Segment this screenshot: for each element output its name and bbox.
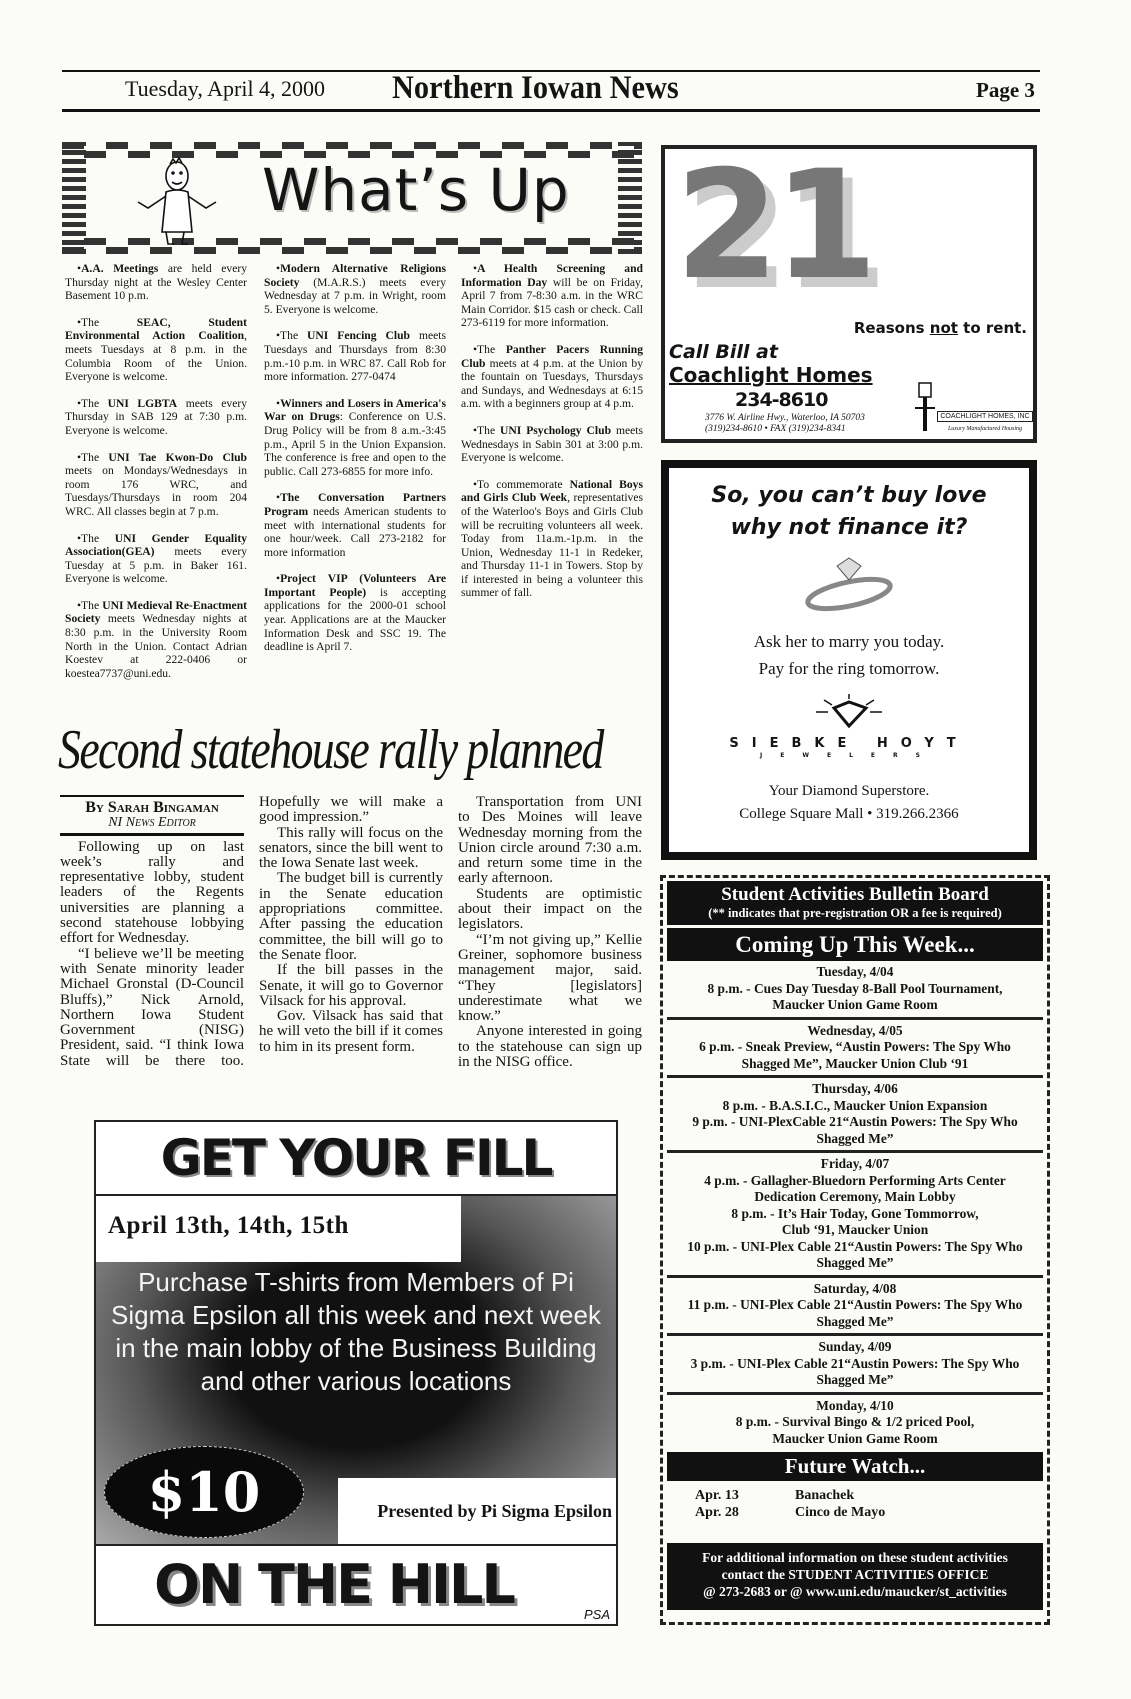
events-list bbox=[667, 961, 1043, 1450]
listing-prefix: •The bbox=[77, 450, 109, 464]
ad-price: $10 bbox=[104, 1446, 304, 1538]
listing-item bbox=[461, 424, 643, 465]
tshirt-ad bbox=[94, 1120, 618, 1626]
contact-line: contact the STUDENT ACTIVITIES OFFICE bbox=[721, 1567, 989, 1582]
future-event: Cinco de Mayo bbox=[795, 1505, 886, 1520]
article-paragraph: The budget bill is currently in the Senate education appropriations committee. After passing the education committee, the bill will go to the Senate floor. bbox=[259, 870, 443, 963]
coachlight-homes-ad bbox=[661, 145, 1037, 443]
ad-sponsor: Presented by Pi Sigma Epsilon bbox=[338, 1478, 616, 1544]
ad-big-number: 21 bbox=[675, 145, 872, 313]
listing-details: meets Wednesday nights at 8:30 p.m. in the University Room North in the Union. Contact Adrian Koestev at 222-0406 or koestea7737@uni.edu. bbox=[65, 612, 247, 680]
future-date: Apr. 28 bbox=[695, 1505, 739, 1520]
tagline-part: Reasons bbox=[853, 319, 930, 337]
listing-item bbox=[264, 491, 446, 559]
listing-details: meets at 4 p.m. at the Union by the fountain on Tuesdays, Thursdays and Sundays, and Wednesdays at 6:15 a.m. with a beginners group at 4 p.m. bbox=[461, 356, 643, 411]
listing-name: UNI Tae Kwon-Do Club bbox=[108, 450, 247, 464]
tagline-emphasis: not bbox=[929, 319, 958, 337]
event-line: 10 p.m. - UNI-Plex Cable 21“Austin Powers: The Spy Who bbox=[687, 1238, 1023, 1254]
coming-up-heading: Coming Up This Week... bbox=[667, 928, 1043, 961]
ad-logo: COACHLIGHT HOMES, INC bbox=[937, 411, 1033, 422]
brand-sub: JEWELERS bbox=[760, 752, 938, 759]
listing-details: meets Wednesdays in Sabin 301 at 3:00 p.m. Everyone is welcome. bbox=[461, 423, 643, 465]
listing-name: A Health Screening and Information Day bbox=[461, 262, 643, 289]
contact-line: For additional information on these student activities bbox=[702, 1550, 1008, 1565]
future-item bbox=[667, 1487, 1043, 1504]
ad-footer-text: ON THE HILL bbox=[154, 1553, 514, 1616]
listing-item bbox=[461, 343, 643, 411]
event-day bbox=[667, 1395, 1043, 1451]
event-line: Shagged Me”, Maucker Union Club ‘91 bbox=[741, 1055, 969, 1071]
listing-item bbox=[65, 316, 247, 384]
listing-name: Winners and Losers in America's War on Drugs bbox=[264, 396, 446, 424]
event-line: 6 p.m. - Sneak Preview, “Austin Powers: The Spy Who bbox=[699, 1039, 1011, 1054]
event-line: 3 p.m. - UNI-Plex Cable 21“Austin Powers: The Spy Who bbox=[690, 1355, 1020, 1371]
article-paragraph: Gov. Vilsack has said that he will veto the bill if it comes to him in its present form. bbox=[259, 1008, 443, 1055]
listing-details: will be on Friday, April 7 from 7-8:30 a.m. in the WRC Main Corridor. $15 cash or check. Call 273-6119 for more information. bbox=[461, 275, 643, 330]
byline bbox=[60, 795, 244, 836]
whats-up-column-3 bbox=[461, 262, 643, 600]
article-paragraph: “I believe we’ll be meeting with Senate minority leader Michael Gronstal (D-Council Bluffs),” Nick Arnold, Northern Iowa Student Government (NISG) President, said. “I think Iowa State will be there too. Hopefully we will make a good impression.” bbox=[60, 794, 443, 1069]
listing-details: is accepting applications for the 2000-01 school year. Applications are at the Maucker Information Desk and SSC 19. The deadline is April 7. bbox=[264, 585, 446, 654]
listing-item bbox=[65, 262, 247, 303]
header-rule-bottom bbox=[62, 109, 1040, 112]
event-line: Shagged Me” bbox=[816, 1313, 894, 1329]
whats-up-column-1 bbox=[65, 262, 247, 680]
event-line: Dedication Ceremony, Main Lobby bbox=[754, 1189, 956, 1204]
byline-author: By Sarah Bingaman bbox=[85, 799, 219, 816]
listing-item bbox=[461, 478, 643, 600]
phone-line: (319)234-8610 • FAX (319)234-8341 bbox=[705, 424, 846, 434]
ad-tagline bbox=[854, 319, 1027, 337]
address-line: 3776 W. Airline Hwy., Waterloo, IA 50703 bbox=[705, 413, 865, 423]
listing-details: , meets Tuesdays at 8 p.m. in the Columbia Room of the Union. Everyone is welcome. bbox=[65, 329, 247, 384]
listing-prefix: • bbox=[276, 491, 281, 505]
article-paragraph: Transportation from UNI to Des Moines will leave Wednesday morning from the Union circle around 7:30 a.m. and return some time in the early afternoon. bbox=[458, 794, 642, 887]
future-watch-heading: Future Watch... bbox=[667, 1452, 1043, 1481]
listing-prefix: • bbox=[77, 262, 82, 275]
listing-prefix: •The bbox=[473, 342, 506, 356]
article-paragraph: If the bill passes in the Senate, it will go to Governor Vilsack for his approval. bbox=[259, 962, 443, 1009]
future-event: Banachek bbox=[795, 1488, 855, 1503]
listing-prefix: • bbox=[473, 262, 478, 275]
listing-name: National Boys and Girls Club Week bbox=[461, 477, 643, 505]
event-day-label: Monday, 4/10 bbox=[816, 1397, 894, 1413]
listing-details: meets on Mondays/Wednesdays in room 176 WRC, and Tuesdays/Thursdays in room 204 WRC. All classes begin at 7 p.m. bbox=[65, 464, 247, 518]
event-day bbox=[667, 1020, 1043, 1079]
future-date: Apr. 13 bbox=[695, 1488, 739, 1503]
event-day-label: Wednesday, 4/05 bbox=[807, 1022, 903, 1038]
ad-line: Pay for the ring tomorrow. bbox=[758, 659, 940, 678]
event-line: Club ‘91, Maucker Union bbox=[781, 1222, 929, 1237]
listing-name: UNI Medieval Re-Enactment Society bbox=[65, 598, 248, 626]
listing-item bbox=[461, 262, 643, 330]
listing-prefix: •The bbox=[473, 423, 501, 437]
listing-name: The Conversation Partners Program bbox=[264, 491, 446, 518]
listing-name: UNI Fencing Club bbox=[307, 329, 410, 343]
future-item bbox=[667, 1504, 1043, 1521]
ad-footer bbox=[96, 1544, 616, 1624]
headline-line: why not finance it? bbox=[730, 515, 968, 540]
ad-body-panel bbox=[96, 1196, 616, 1544]
event-day-label: Saturday, 4/08 bbox=[813, 1280, 897, 1296]
event-line: 8 p.m. - Cues Day Tuesday 8-Ball Pool Tournament, bbox=[707, 980, 1003, 996]
bulletin-note: (** indicates that pre-registration OR a fee is required) bbox=[708, 906, 1002, 920]
listing-name: UNI Psychology Club bbox=[500, 423, 612, 437]
ad-line: Ask her to marry you today. bbox=[753, 632, 945, 651]
listing-prefix: •The bbox=[77, 315, 137, 329]
listing-prefix: •The bbox=[77, 598, 103, 612]
listing-name: UNI LGBTA bbox=[107, 396, 178, 410]
listing-prefix: •The bbox=[77, 531, 115, 545]
listing-item bbox=[264, 572, 446, 654]
listing-item bbox=[264, 262, 446, 316]
listing-item bbox=[65, 599, 247, 681]
ad-footer-line: Your Diamond Superstore. bbox=[768, 783, 930, 799]
listing-details: meets every Thursday in SAB 129 at 7:30 p.m. Everyone is welcome. bbox=[65, 396, 248, 437]
bulletin-header bbox=[667, 881, 1043, 925]
event-day-label: Thursday, 4/06 bbox=[812, 1081, 898, 1096]
byline-role: NI News Editor bbox=[108, 815, 196, 831]
event-line: 11 p.m. - UNI-Plex Cable 21“Austin Powers: The Spy Who bbox=[687, 1297, 1023, 1312]
event-day bbox=[667, 1278, 1043, 1337]
bulletin-title: Student Activities Bulletin Board bbox=[721, 884, 989, 905]
shrugging-man-icon bbox=[122, 156, 232, 248]
tagline-part: to rent. bbox=[957, 319, 1027, 337]
event-line: Shagged Me” bbox=[816, 1372, 894, 1387]
event-line: Shagged Me” bbox=[816, 1255, 894, 1270]
ad-headline: GET YOUR FILL bbox=[96, 1122, 616, 1196]
future-list bbox=[667, 1481, 1043, 1521]
contact-info bbox=[667, 1543, 1043, 1610]
article-paragraph: This rally will focus on the senators, since the bill went to the Iowa Senate last week. bbox=[259, 824, 443, 872]
listing-item bbox=[264, 329, 446, 383]
article-paragraph: Students are optimistic about their impact on the legislators. bbox=[458, 885, 642, 933]
event-day bbox=[667, 1153, 1043, 1278]
listing-details: , representatives of the Waterloo's Boys and Girls Club will be recruiting volunteers all week. Today from 11a.m.-1p.m. in the Union, Wednesday 11-1 in Redeker, and Thursday 11-1 in Towers. Stop by if interested in being a volunteer this summer of fall. bbox=[461, 491, 643, 600]
listing-details: needs American students to meet with international students for one hour/week. Call 273-2182 for more information bbox=[264, 504, 446, 559]
article-body bbox=[60, 795, 642, 1070]
article-paragraph: Anyone interested in going to the statehouse can sign up in the NISG office. bbox=[458, 1023, 642, 1071]
page-number: Page 3 bbox=[976, 78, 1035, 102]
listing-details: : Conference on U.S. Drug Policy will be from 8 a.m.-3:45 p.m., April 5 in the Union Expansion. The conference is free and open to the public. Call 273-6855 for more info. bbox=[264, 410, 446, 478]
ad-call: Call Bill at bbox=[669, 341, 778, 363]
bulletin-board bbox=[660, 875, 1050, 1625]
ad-logo-sub: Luxury Manufactured Housing bbox=[947, 426, 1023, 432]
event-day bbox=[667, 1336, 1043, 1395]
newspaper-title: Northern Iowan News bbox=[392, 70, 679, 106]
article-headline: Second statehouse rally planned bbox=[58, 719, 603, 781]
listing-name: Panther Pacers Running Club bbox=[461, 342, 643, 370]
ad-address bbox=[705, 413, 865, 435]
event-line: 8 p.m. - Survival Bingo & 1/2 priced Pool, bbox=[735, 1414, 975, 1429]
event-day-label: Sunday, 4/09 bbox=[818, 1339, 892, 1354]
event-day bbox=[667, 1078, 1043, 1153]
event-day-label: Friday, 4/07 bbox=[820, 1156, 890, 1171]
whats-up-column-2 bbox=[264, 262, 446, 654]
listing-name: Modern Alternative Religions Society bbox=[264, 262, 446, 289]
listing-item bbox=[65, 451, 247, 519]
listing-prefix: • bbox=[276, 572, 281, 586]
article-paragraph: Following up on last week’s rally and representative lobby, student leaders of the Regents universities are planning a second statehouse lobbying effort for Wednesday. bbox=[60, 838, 244, 947]
diamond-ring-icon bbox=[799, 556, 899, 612]
listing-details: meets every Tuesday at 5 p.m. in Baker 161. Everyone is welcome. bbox=[65, 545, 247, 586]
listing-name: UNI Gender Equality Association(GEA) bbox=[65, 531, 247, 559]
listing-prefix: • bbox=[276, 262, 281, 275]
event-line: 8 p.m. - It’s Hair Today, Gone Tommorrow, bbox=[731, 1205, 979, 1221]
listing-name: A.A. Meetings bbox=[81, 262, 159, 275]
listing-details: are held every Thursday night at the Wesley Center Basement 10 p.m. bbox=[65, 262, 247, 303]
ad-footer-line: College Square Mall • 319.266.2366 bbox=[739, 806, 959, 822]
listing-prefix: •The bbox=[77, 396, 108, 410]
ad-dates: April 13th, 14th, 15th bbox=[96, 1196, 461, 1262]
lamp-post-icon bbox=[915, 381, 935, 431]
ad-headline bbox=[669, 480, 1029, 544]
event-line: Maucker Union Game Room bbox=[772, 1430, 938, 1446]
event-line: Shagged Me” bbox=[816, 1130, 894, 1146]
event-day-label: Tuesday, 4/04 bbox=[816, 964, 894, 979]
listing-name: Project VIP (Volunteers Are Important People) bbox=[264, 572, 446, 599]
listing-item bbox=[65, 397, 247, 438]
article-paragraph: “I’m not giving up,” Kellie Greiner, sophomore business management major, said. “They [legislators] underestimate what we know.” bbox=[458, 931, 642, 1025]
listing-name: SEAC, Student Environmental Action Coalition bbox=[65, 315, 247, 343]
brand-name: SIEBKE HOYT bbox=[729, 736, 969, 751]
ad-phone: 234-8610 bbox=[735, 389, 828, 411]
event-line: 4 p.m. - Gallagher-Bluedorn Performing Arts Center bbox=[704, 1172, 1006, 1188]
event-day bbox=[667, 961, 1043, 1020]
listing-item bbox=[264, 397, 446, 479]
listing-item bbox=[65, 532, 247, 586]
listing-prefix: •To commemorate bbox=[473, 477, 570, 491]
diamond-logo-icon bbox=[814, 694, 884, 734]
whats-up-title: What’s Up bbox=[262, 156, 570, 224]
whats-up-banner bbox=[62, 142, 642, 254]
listing-details: (M.A.R.S.) meets every Wednesday at 7 p.m. in Wright, room 5. Everyone is welcome. bbox=[264, 275, 446, 316]
jeweler-ad bbox=[661, 460, 1037, 860]
ad-description: Purchase T-shirts from Members of Pi Sigma Epsilon all this week and next week in the main lobby of the Business Building and other various locations bbox=[111, 1267, 601, 1396]
listing-details: meets Tuesdays and Thursdays from 8:30 p.m.-10 p.m. in WRC 87. Call Rob for more information. 277-0474 bbox=[264, 329, 446, 384]
psa-mark: PSA bbox=[583, 1607, 610, 1622]
event-line: 9 p.m. - UNI-PlexCable 21“Austin Powers: The Spy Who bbox=[692, 1114, 1018, 1129]
listing-prefix: • bbox=[276, 396, 281, 410]
contact-line: @ 273-2683 or @ www.uni.edu/maucker/st_activities bbox=[703, 1584, 1007, 1599]
event-line: 8 p.m. - B.A.S.I.C., Maucker Union Expansion bbox=[722, 1097, 988, 1113]
listing-prefix: •The bbox=[276, 329, 308, 343]
issue-date: Tuesday, April 4, 2000 bbox=[125, 76, 326, 101]
event-line: Maucker Union Game Room bbox=[772, 997, 938, 1012]
ad-company: Coachlight Homes bbox=[669, 363, 873, 387]
headline-line: So, you can’t buy love bbox=[711, 483, 987, 508]
